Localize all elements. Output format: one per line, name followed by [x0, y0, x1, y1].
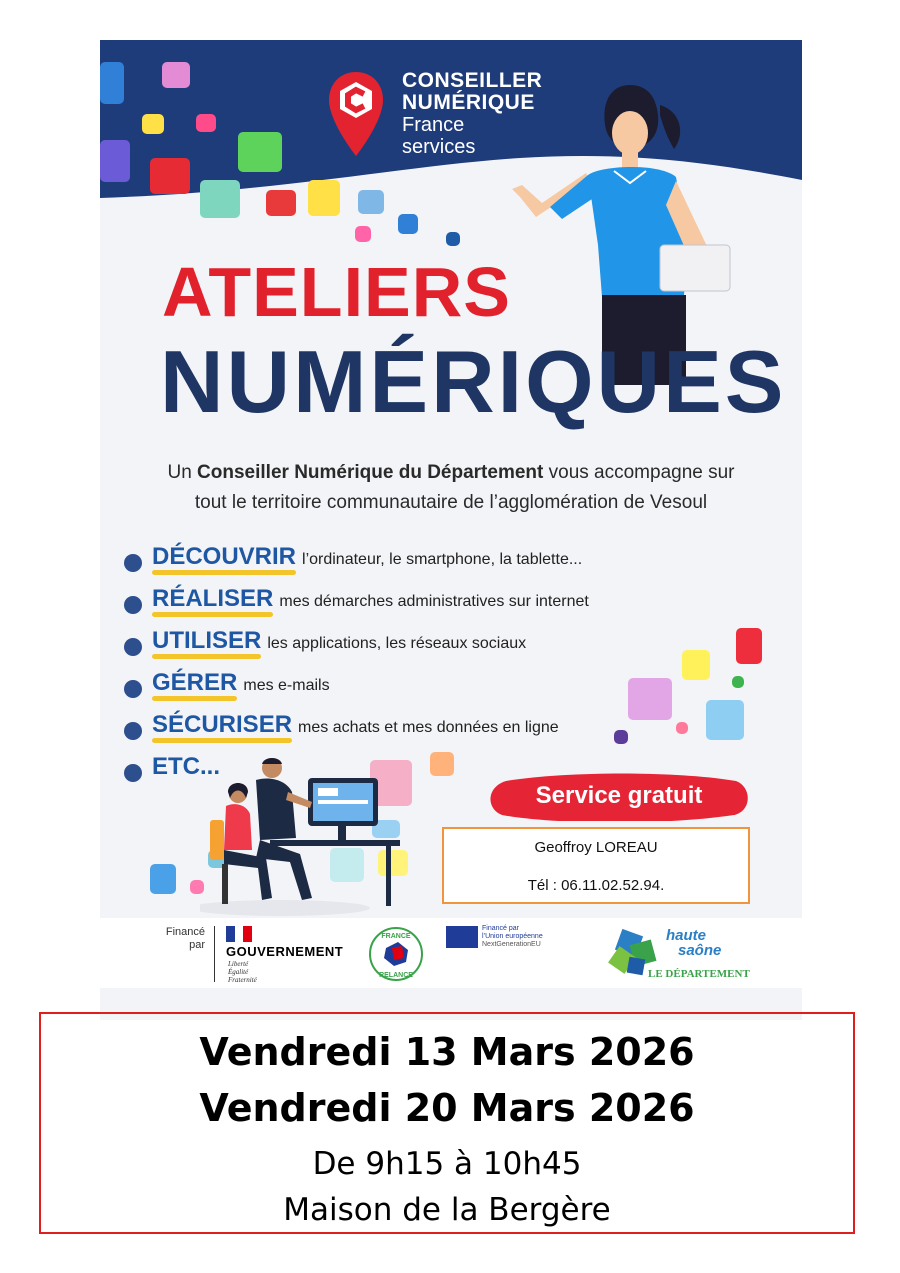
eu-funding-label	[482, 925, 543, 949]
title-numeriques: NUMÉRIQUES	[160, 332, 787, 431]
intro-text	[100, 458, 802, 518]
list-item	[124, 627, 589, 669]
activity-verb: SÉCURISER	[152, 711, 293, 738]
list-item	[124, 669, 589, 711]
activity-verb: GÉRER	[152, 669, 238, 696]
finance-label-line-1: Financé	[165, 926, 205, 938]
contact-box	[442, 827, 750, 904]
relance-text-bottom: RELANCE	[379, 972, 413, 979]
bullet-icon	[124, 638, 142, 656]
activity-verb: ETC...	[152, 753, 221, 780]
activity-verb: DÉCOUVRIR	[152, 543, 297, 570]
activity-desc: mes e-mails	[243, 677, 330, 694]
hs-line-1: haute	[666, 927, 707, 944]
location-pin-c-icon	[326, 70, 386, 160]
service-gratuit-label: Service gratuit	[535, 782, 703, 809]
marianne-flag-icon	[226, 926, 252, 942]
intro-bold: Conseiller Numérique du Département	[197, 462, 544, 483]
bullet-icon	[124, 596, 142, 614]
finance-label-line-2: par	[189, 939, 205, 951]
event-info-box	[39, 1012, 855, 1234]
contact-name: Geoffroy LOREAU	[534, 839, 658, 856]
list-item	[124, 711, 589, 753]
relance-text-top: FRANCE	[381, 933, 411, 940]
event-place: Maison de la Bergère	[283, 1192, 611, 1228]
activity-desc: mes démarches administratives sur internet	[279, 593, 589, 610]
eu-line: NextGenerationEU	[482, 941, 541, 948]
bullet-icon	[124, 554, 142, 572]
bullet-icon	[124, 680, 142, 698]
haute-saone-name	[666, 928, 721, 958]
motto-line: Fraternité	[228, 976, 257, 984]
intro-post: vous accompagne sur	[543, 462, 735, 483]
activity-desc: les applications, les réseaux sociaux	[267, 635, 527, 652]
gouvernement-label: GOUVERNEMENT	[226, 944, 344, 959]
event-date-2: Vendredi 20 Mars 2026	[199, 1086, 695, 1130]
logo-line-1: CONSEILLER	[402, 69, 543, 92]
logo-line-3: France	[402, 114, 465, 136]
bullet-icon	[124, 722, 142, 740]
logo-line-4: services	[402, 136, 476, 158]
event-time: De 9h15 à 10h45	[312, 1146, 582, 1182]
motto-line: Liberté	[228, 960, 249, 968]
intro-line-2: tout le territoire communautaire de l’agglomération de Vesoul	[194, 492, 708, 513]
eu-flag-icon	[446, 926, 478, 948]
activity-desc: mes achats et mes données en ligne	[298, 719, 559, 736]
title-ateliers: ATELIERS	[162, 253, 511, 331]
finance-label	[150, 926, 205, 952]
activity-verb: UTILISER	[152, 627, 262, 654]
eu-line: Financé par	[482, 925, 519, 932]
people-at-computer-illustration	[200, 758, 410, 918]
eu-line: l’Union européenne	[482, 933, 543, 940]
activity-verb: RÉALISER	[152, 585, 274, 612]
divider	[214, 926, 215, 982]
logo-line-2: NUMÉRIQUE	[402, 91, 535, 114]
motto-line: Égalité	[228, 968, 249, 976]
contact-phone: Tél : 06.11.02.52.94.	[527, 877, 665, 894]
funding-logos	[100, 918, 802, 988]
bullet-icon	[124, 764, 142, 782]
list-item	[124, 543, 589, 585]
poster	[100, 40, 802, 1020]
hs-line-2: saône	[678, 942, 722, 959]
france-relance-logo	[368, 926, 424, 982]
event-date-1: Vendredi 13 Mars 2026	[199, 1030, 695, 1074]
intro-pre: Un	[167, 462, 198, 483]
le-departement-label: LE DÉPARTEMENT	[648, 968, 750, 980]
activity-desc: l’ordinateur, le smartphone, la tablette...	[302, 551, 583, 568]
list-item	[124, 585, 589, 627]
gov-motto	[228, 960, 257, 984]
